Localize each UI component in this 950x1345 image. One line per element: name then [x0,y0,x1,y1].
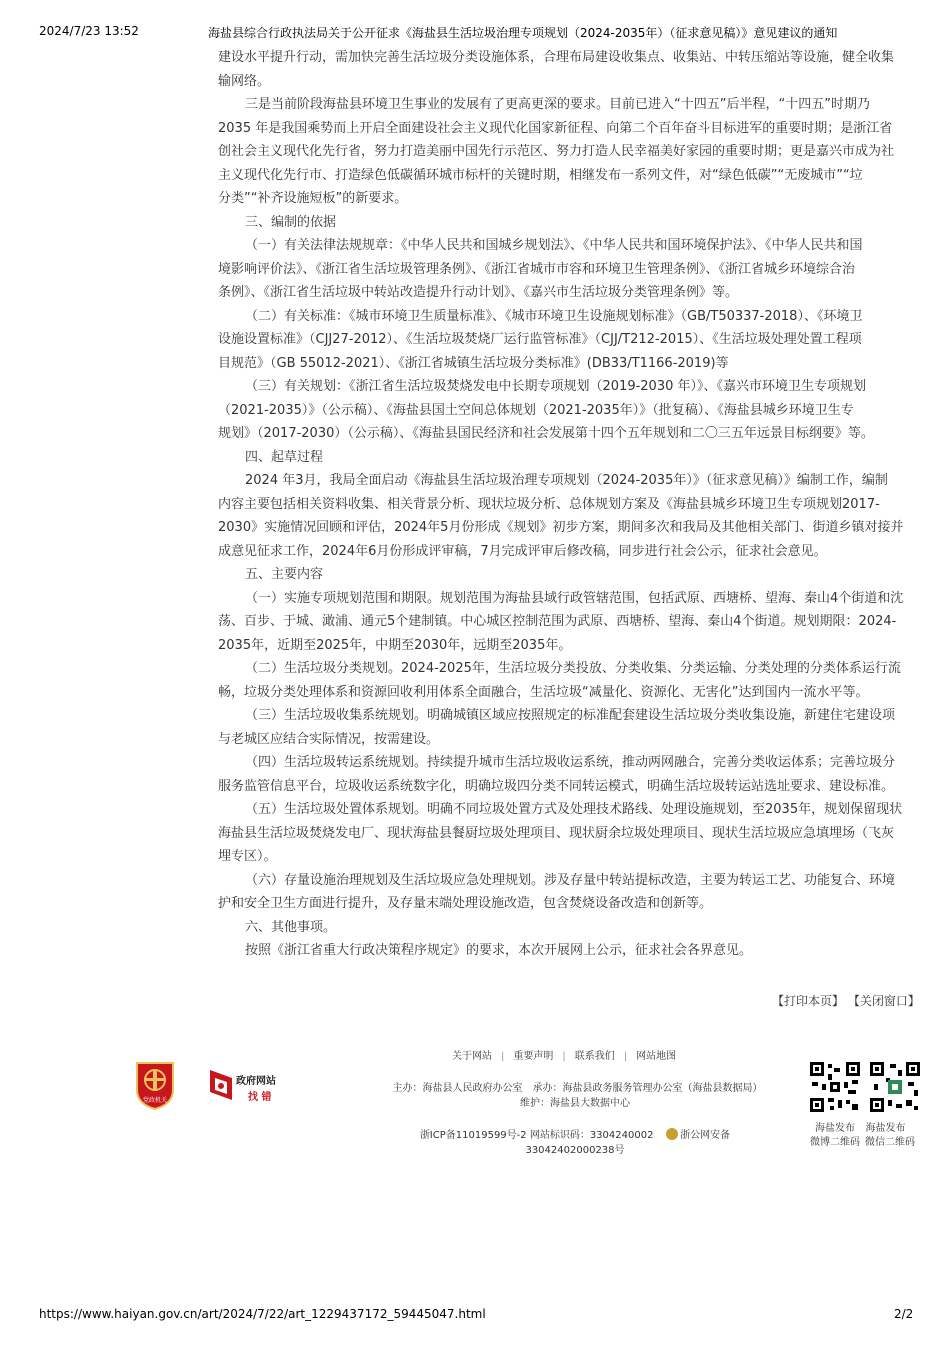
print-timestamp: 2024/7/23 13:52 [39,24,139,38]
paragraph-line: （二）生活垃圾分类规划。2024-2025年，生活垃圾分类投放、分类收集、分类运输、分类处理的分类体系运行流 [245,661,901,676]
paragraph-line: （2021-2035）》（公示稿）、《海盐县国土空间总体规划（2021-2035年）》（批复稿）、《海盐县城乡环境卫生专 [218,402,854,418]
print-page-title: 海盐县综合行政执法局关于公开征求《海盐县生活垃圾治理专项规划（2024-2035年）（征求意见稿）》意见建议的通知 [208,26,838,40]
paragraph-line: （三）生活垃圾收集系统规划。明确城镇区域应按照规定的标准配套建设生活垃圾分类收集设施，新建住宅建设项 [245,708,896,723]
paragraph-line: （一）实施专项规划范围和期限。规划范围为海盐县域行政管辖范围，包括武原、西塘桥、望海、秦山4个街道和沈 [245,590,904,606]
gov-agency-badge-icon [134,1060,176,1110]
paragraph-line: （六）存量设施治理规划及生活垃圾应急处理规划。涉及存量中转站提标改造，主要为转运工艺、功能复合、环境 [245,872,896,888]
footer-link-sitemap[interactable]: 网站地图 [636,1051,677,1062]
section-heading: 五、主要内容 [245,567,324,582]
print-page-url: https://www.haiyan.gov.cn/art/2024/7/22/art_1229437172_59445047.html [39,1307,486,1321]
footer-link-contact[interactable]: 联系我们 [574,1051,615,1062]
paragraph-line: 成意见征求工作，2024年6月份形成评审稿，7月完成评审后修改稿，同步进行社会公示，征求社会意见。 [218,543,827,559]
paragraph-line: 输网络。 [218,73,271,89]
paragraph-line: 建设水平提升行动，需加快完善生活垃圾分类设施体系，合理布局建设收集点、收集站、中转压缩站等设施，健全收集 [218,50,895,65]
paragraph-line: （一）有关法律法规规章：《中华人民共和国城乡规划法》、《中华人民共和国环境保护法》、《中华人民共和国 [245,238,863,253]
paragraph-line: （二）有关标准：《城市环境卫生质量标准》、《城市环境卫生设施规划标准》（GB/T50337-2018）、《环境卫 [245,308,863,324]
paragraph-line: 荡、百步、于城、澉浦、通元5个建制镇。中心城区控制范围为武原、西塘桥、望海、秦山4个街道。规划期限：2024- [218,614,897,629]
find-error-line2: 找 错 [248,1092,272,1103]
gov-agency-badge[interactable] [134,1060,176,1110]
paragraph-line: （五）生活垃圾处置体系规划。明确不同垃圾处置方式及处理技术路线、处理设施规划，至2035年，规划保留现状 [245,802,903,817]
paragraph-line: 目规范》（GB 55012-2021）、《浙江省城镇生活垃圾分类标准》(DB33/T1166-2019)等 [218,355,729,371]
icp-number[interactable]: 浙ICP备11019599号-2 网站标识码：3304240002 [419,1130,654,1141]
gov-agency-badge-label: 党政机关 [142,1097,168,1104]
paragraph-line: 创社会主义现代化先行省，努力打造美丽中国先行示范区、努力打造人民幸福美好家园的重要时期；更是嘉兴市成为社 [218,144,895,159]
paragraph-line: 海盐县生活垃圾焚烧发电厂、现状海盐县餐厨垃圾处理项目、现状厨余垃圾处理项目、现状生活垃圾应急填埋场（飞灰 [218,825,895,841]
paragraph-line: 三是当前阶段海盐县环境卫生事业的发展有了更高更深的要求。目前已进入“十四五”后半程，“十四五”时期乃 [245,97,870,112]
print-page-number: 2/2 [894,1307,914,1321]
police-badge-icon [666,1128,678,1140]
paragraph-line: 服务监管信息平台，垃圾收运系统数字化，明确垃圾四分类不同转运模式，明确生活垃圾转运站选址要求、建设标准。 [218,778,895,794]
paragraph-line: 埋专区）。 [218,849,277,864]
footer-record-info [385,1128,765,1158]
wechat-qr-code-icon [868,1060,922,1114]
print-header [0,24,950,42]
paragraph-line: （四）生活垃圾转运系统规划。持续提升城市生活垃圾收运系统，推动两网融合，完善分类收运体系；完善垃圾分 [245,755,896,770]
paragraph-line: 条例》、《浙江省生活垃圾中转站改造提升行动计划》、《嘉兴市生活垃圾分类管理条例》等。 [218,285,739,300]
article-body [218,46,906,966]
footer-nav: 关于网站 | 重要声明 | 联系我们 | 网站地图 [452,1051,677,1062]
wechat-qr-label: 海盐发布 微信二维码 [865,1123,915,1148]
find-error-badge[interactable] [208,1066,298,1106]
weibo-qr-code-icon [808,1060,862,1114]
find-error-line1: 政府网站 [236,1076,276,1087]
section-heading: 三、编制的依据 [245,214,337,230]
print-page-link[interactable]: 【打印本页】 [772,994,845,1008]
close-window-link[interactable]: 【关闭窗口】 [847,994,920,1008]
paragraph-line: 设施设置标准》（CJJ27-2012）、《生活垃圾焚烧厂运行监管标准》（CJJ/T212-2015）、《生活垃圾处理处置工程项 [218,332,862,347]
paragraph-line: 2030》实施情况回顾和评估，2024年5月份形成《规划》初步方案，期间多次和我局及其他相关部门、街道乡镇对接并 [218,520,904,535]
paragraph-line: 护和安全卫生方面进行提升，及存量末端处理设施改造，包含焚烧设备改造和创新等。 [218,896,713,911]
police-record-number[interactable]: 33042402000238号 [525,1145,625,1156]
paragraph-line: 按照《浙江省重大行政决策程序规定》的要求，本次开展网上公示，征求社会各界意见。 [245,943,753,958]
paragraph-line: 主义现代化先行市、打造绿色低碳循环城市标杆的关键时期，相继发布一系列文件，对“绿色低碳”“无废城市”“垃 [218,167,863,183]
footer-host-info: 主办：海盐县人民政府办公室 承办：海盐县政务服务管理办公室（海盐县数据局） 维护：海盐县大数据中心 [392,1083,768,1109]
section-heading: 六、其他事项。 [245,919,337,935]
find-error-icon [208,1068,234,1102]
paragraph-line: 分类”“补齐设施短板”的新要求。 [218,191,408,206]
footer-link-statement[interactable]: 重要声明 [513,1051,554,1062]
footer-link-about[interactable]: 关于网站 [452,1051,492,1062]
paragraph-line: 2035年，近期至2025年，中期至2030年，远期至2035年。 [218,637,572,653]
paragraph-line: （三）有关规划：《浙江省生活垃圾焚烧发电中长期专项规划（2019-2030 年）》、《嘉兴市环境卫生专项规划 [245,379,866,394]
paragraph-line: 规划》（2017-2030）（公示稿）、《海盐县国民经济和社会发展第十四个五年规划和二〇三五年远景目标纲要》等。 [218,426,874,441]
paragraph-line: 2035 年是我国乘势而上开启全面建设社会主义现代化国家新征程、向第二个百年奋斗目标进军的重要时期；是浙江省 [218,120,893,136]
paragraph-line: 2024 年3月，我局全面启动《海盐县生活垃圾治理专项规划（2024-2035年）》（征求意见稿）》编制工作，编制 [245,473,888,488]
section-heading: 四、起草过程 [245,449,324,465]
paragraph-line: 畅，垃圾分类处理体系和资源回收利用体系全面融合，生活垃圾“减量化、资源化、无害化”达到国内一流水平等。 [218,684,869,700]
paragraph-line: 与老城区应结合实际情况，按需建设。 [218,731,440,747]
weibo-qr-label: 海盐发布 微博二维码 [810,1123,860,1148]
print-close-links [772,992,920,1009]
police-record-label[interactable]: 浙公网安备 [680,1130,731,1141]
paragraph-line: 内容主要包括相关资料收集、相关背景分析、现状垃圾分析、总体规划方案及《海盐县城乡环境卫生专项规划2017- [218,496,880,512]
paragraph-line: 境影响评价法》、《浙江省生活垃圾管理条例》、《浙江省城市市容和环境卫生管理条例》、《浙江省城乡环境综合治 [218,261,856,277]
